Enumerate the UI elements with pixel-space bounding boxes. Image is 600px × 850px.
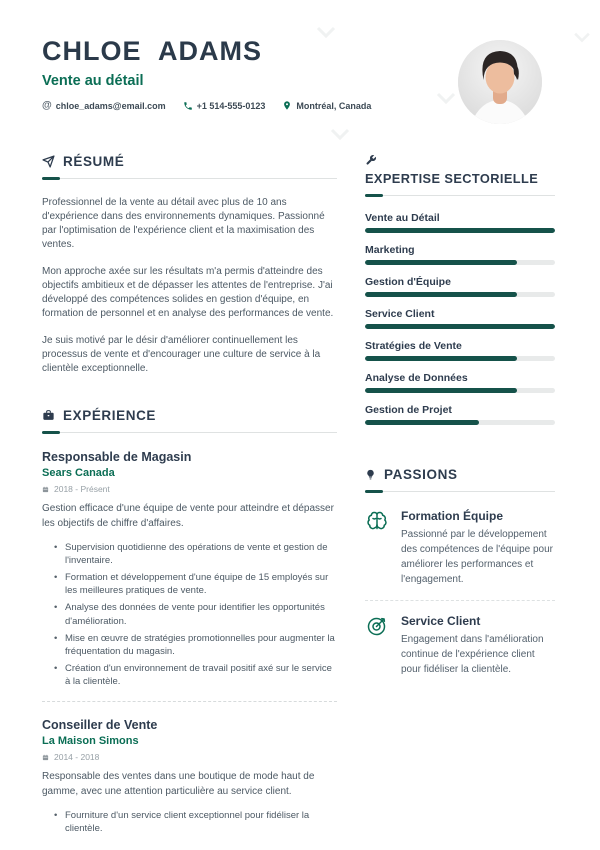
job-dates <box>42 484 337 494</box>
skill-bar-track <box>365 388 555 393</box>
passion-content <box>401 614 555 677</box>
skill-row <box>365 308 555 329</box>
job-bullet: • Création d'un environnement de travail positif axé sur le service à la clientèle. <box>54 662 337 688</box>
passion-item <box>365 614 555 677</box>
passions-heading <box>365 467 555 482</box>
experience-entry <box>42 450 337 688</box>
brain-icon <box>365 509 391 533</box>
job-title: Conseiller de Vente <box>42 718 158 733</box>
briefcase-icon <box>42 409 55 422</box>
section-expertise <box>365 154 555 425</box>
calendar-icon <box>42 754 49 761</box>
job-title: Responsable de Magasin <box>42 450 192 464</box>
section-rule <box>42 431 337 434</box>
section-resume <box>42 154 337 376</box>
skill-row <box>365 212 555 233</box>
left-column <box>42 154 337 835</box>
email-icon: @ <box>42 99 52 111</box>
passion-item <box>365 509 555 587</box>
expertise-heading <box>365 154 555 186</box>
skill-label: Service Client <box>365 308 435 320</box>
avatar <box>458 40 542 124</box>
resume-heading <box>42 154 337 169</box>
skill-label: Gestion de Projet <box>365 404 452 416</box>
person-name: CHLOE ADAMS <box>42 36 262 66</box>
skill-bar-fill <box>365 228 555 233</box>
section-experience <box>42 408 337 835</box>
paper-plane-icon <box>42 155 55 168</box>
skill-bar-fill <box>365 388 517 393</box>
contact-phone[interactable] <box>183 101 266 111</box>
contact-location-text: Montréal, Canada <box>296 100 372 111</box>
skill-bar-fill <box>365 356 517 361</box>
passion-title: Formation Équipe <box>401 509 503 523</box>
header-identity <box>42 36 371 111</box>
job-summary: Gestion efficace d'une équipe de vente pour atteindre et dépasser les objectifs de chiffre d'affaires. <box>42 503 334 529</box>
skill-bar-fill <box>365 292 517 297</box>
phone-icon <box>183 101 193 111</box>
expertise-heading-label: EXPERTISE SECTORIELLE <box>365 171 539 186</box>
passion-divider <box>365 600 555 601</box>
experience-heading-label: EXPÉRIENCE <box>63 408 157 423</box>
passions-list <box>365 509 555 677</box>
skill-row <box>365 340 555 361</box>
section-rule <box>365 490 555 493</box>
person-job-title: Vente au détail <box>42 73 144 89</box>
skills-list <box>365 212 555 425</box>
experience-entry <box>42 718 337 835</box>
passion-text: Engagement dans l'amélioration continue de l'expérience client pour fidéliser la clientèle. <box>401 634 544 675</box>
skill-label: Stratégies de Vente <box>365 340 462 352</box>
resume-paragraph: Mon approche axée sur les résultats m'a permis d'atteindre des objectifs ambitieux et de dépasser les attentes de l'entreprise. J'ai développé des compétences solides en gestion d'équipe, en formation de personnel et en analyse des performances de vente. <box>42 266 334 319</box>
job-company: Sears Canada <box>42 467 115 479</box>
map-pin-icon <box>282 100 292 111</box>
skill-label: Marketing <box>365 244 415 256</box>
job-bullet: • Formation et développement d'une équipe de 15 employés sur les meilleures pratiques de vente. <box>54 571 337 597</box>
skill-bar-fill <box>365 324 555 329</box>
job-dates-text: 2018 - Présent <box>54 484 110 494</box>
job-summary: Responsable des ventes dans une boutique de mode haut de gamme, avec une attention particulière au service client. <box>42 771 315 797</box>
target-check-icon <box>365 614 391 638</box>
skill-bar-track <box>365 260 555 265</box>
job-bullet-list <box>54 809 337 835</box>
skill-label: Gestion d'Équipe <box>365 276 451 288</box>
job-dates <box>42 752 337 762</box>
section-rule <box>42 177 337 180</box>
skill-label: Analyse de Données <box>365 372 468 384</box>
passions-heading-label: PASSIONS <box>384 467 458 482</box>
section-rule <box>365 194 555 197</box>
contact-row <box>42 100 371 111</box>
job-dates-text: 2014 - 2018 <box>54 752 100 763</box>
skill-label: Vente au Détail <box>365 212 440 224</box>
skill-row <box>365 276 555 297</box>
main-columns <box>42 154 555 835</box>
contact-email[interactable] <box>42 101 166 111</box>
experience-heading <box>42 408 337 423</box>
calendar-icon <box>42 486 49 493</box>
job-bullet: • Mise en œuvre de stratégies promotionnelles pour augmenter la fréquentation du magasin. <box>54 632 337 658</box>
right-column <box>365 154 555 835</box>
passion-text: Passionné par le développement des compétences de l'équipe pour améliorer les performances et l'engagement. <box>401 529 554 585</box>
contact-email-text: chloe_adams@email.com <box>55 100 166 111</box>
job-company: La Maison Simons <box>42 735 139 748</box>
wrench-icon <box>365 154 555 166</box>
header <box>42 36 555 124</box>
skill-bar-track <box>365 356 555 361</box>
job-bullet: • Analyse des données de vente pour identifier les opportunités d'amélioration. <box>54 601 337 627</box>
passion-title: Service Client <box>401 614 481 628</box>
job-bullet-list <box>54 541 337 688</box>
resume-paragraph: Professionnel de la vente au détail avec plus de 10 ans d'expérience dans des environnements dynamiques. Passionné par l'optimisation de l'expérience client et la maximisation des ventes. <box>42 197 325 250</box>
lightbulb-icon <box>365 468 376 481</box>
job-bullet: • Supervision quotidienne des opérations de vente et gestion de l'inventaire. <box>54 541 337 567</box>
resume-paragraph: Je suis motivé par le désir d'améliorer continuellement les processus de vente et d'encourager une culture de service à la clientèle exceptionnelle. <box>42 335 321 374</box>
job-bullet: • Fourniture d'un service client exceptionnel pour fidéliser la clientèle. <box>54 809 337 835</box>
skill-bar-track <box>365 324 555 329</box>
contact-phone-text: +1 514-555-0123 <box>196 100 266 111</box>
skill-bar-fill <box>365 260 517 265</box>
resume-heading-label: RÉSUMÉ <box>63 154 125 169</box>
skill-bar-track <box>365 228 555 233</box>
skill-bar-fill <box>365 420 479 425</box>
skill-row <box>365 372 555 393</box>
skill-row <box>365 404 555 425</box>
job-divider <box>42 701 337 702</box>
section-passions <box>365 467 555 677</box>
skill-bar-track <box>365 420 555 425</box>
skill-row <box>365 244 555 265</box>
passion-content <box>401 509 555 587</box>
skill-bar-track <box>365 292 555 297</box>
contact-location <box>282 100 371 111</box>
